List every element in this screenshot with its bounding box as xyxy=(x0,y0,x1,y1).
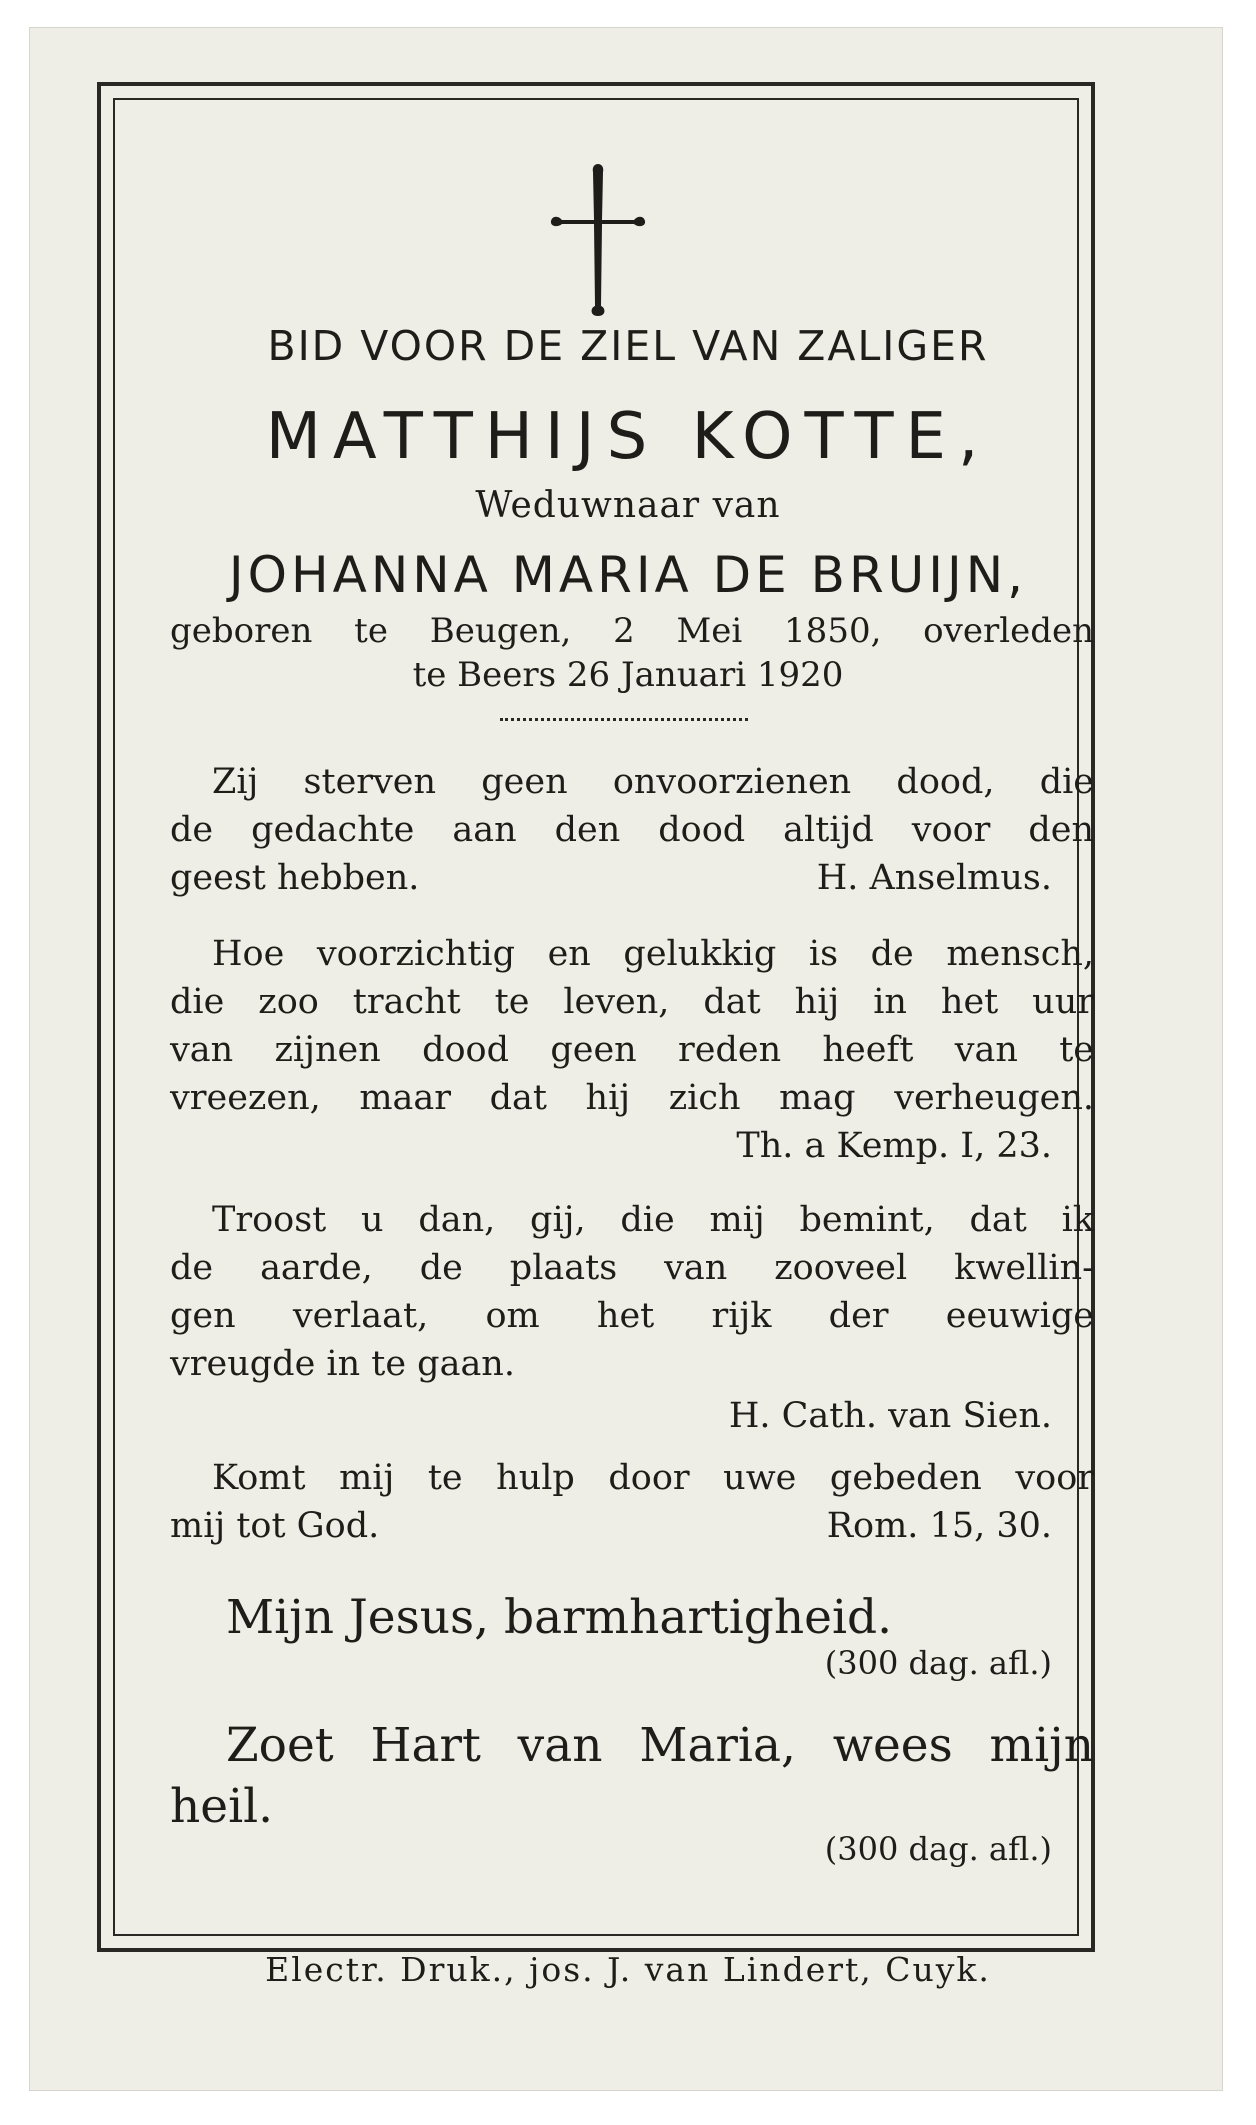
quote-line: Troost u dan, gij, die mij bemint, dat ik xyxy=(212,1200,1094,1240)
prayer-jesus: Mijn Jesus, barmhartigheid. xyxy=(226,1590,893,1645)
quote-anselmus xyxy=(170,758,1094,902)
prayer-line: Zoet Hart van Maria, wees mijn xyxy=(226,1718,1094,1773)
quote-line: Zij sterven geen onvoorzienen dood, die xyxy=(212,762,1094,802)
prayer-line: heil. xyxy=(170,1779,274,1834)
widower-label: Weduwnaar van xyxy=(475,485,781,526)
indulgence-note: (300 dag. afl.) xyxy=(824,1830,1052,1868)
quote-line: vreugde in te gaan. xyxy=(170,1344,515,1384)
quote-catharina xyxy=(170,1196,1094,1440)
quote-attribution: H. Cath. van Sien. xyxy=(728,1396,1052,1436)
quote-line: de gedachte aan den dood altijd voor den xyxy=(170,810,1094,850)
intro-heading: BID VOOR DE ZIEL VAN ZALIGER xyxy=(267,322,989,370)
quote-line: Komt mij te hulp door uwe gebeden voor xyxy=(212,1458,1094,1498)
indulgence-note: (300 dag. afl.) xyxy=(824,1644,1052,1682)
quote-attribution: Th. a Kemp. I, 23. xyxy=(736,1126,1052,1166)
quote-line: vreezen, maar dat hij zich mag verheugen. xyxy=(170,1078,1094,1118)
quote-line: Hoe voorzichtig en gelukkig is de mensch, xyxy=(212,934,1094,974)
quote-kempis xyxy=(170,930,1094,1170)
quote-attribution: H. Anselmus. xyxy=(816,858,1052,898)
quote-line: gen verlaat, om het rijk der eeuwige xyxy=(170,1296,1094,1336)
quote-romans xyxy=(170,1454,1094,1550)
cross-icon xyxy=(548,160,648,320)
prayer-maria xyxy=(170,1718,1094,1834)
quote-line: mij tot God. xyxy=(170,1506,380,1546)
quote-last-line xyxy=(170,854,1094,902)
printer-credit: Electr. Druk., jos. J. van Lindert, Cuyk. xyxy=(265,1950,991,1989)
deceased-name: MATTHIJS KOTTE, xyxy=(265,400,991,474)
quote-last-line xyxy=(170,1502,1094,1550)
dotted-separator xyxy=(500,718,748,721)
quote-line: van zijnen dood geen reden heeft van te xyxy=(170,1030,1094,1070)
birth-line: geboren te Beugen, 2 Mei 1850, overleden xyxy=(170,611,1094,651)
death-line: te Beers 26 Januari 1920 xyxy=(412,655,844,695)
spouse-name: JOHANNA MARIA DE BRUIJN, xyxy=(228,546,1028,604)
quote-line: de aarde, de plaats van zooveel kwellin- xyxy=(170,1248,1094,1288)
quote-line: die zoo tracht te leven, dat hij in het uur xyxy=(170,982,1094,1022)
quote-line: geest hebben. xyxy=(170,858,420,898)
quote-attribution: Rom. 15, 30. xyxy=(826,1506,1052,1546)
